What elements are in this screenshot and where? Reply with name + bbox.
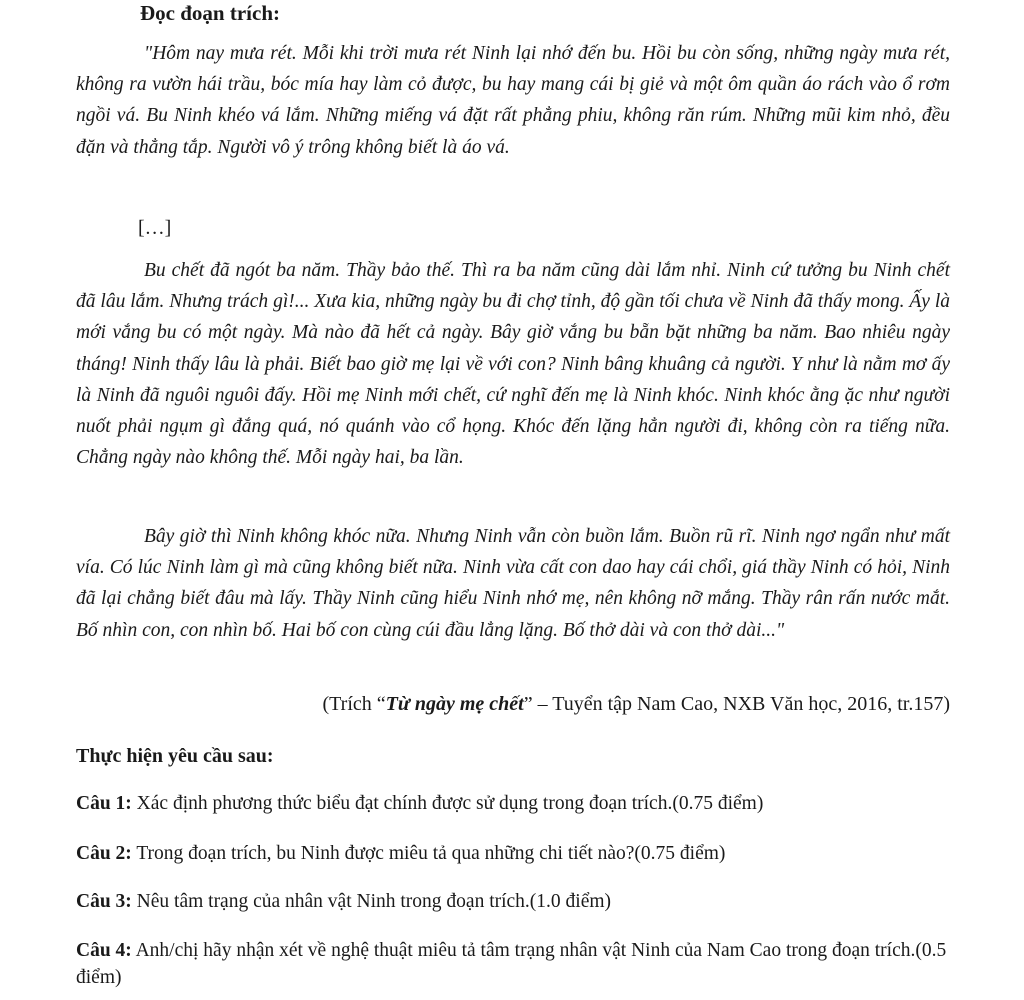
question-text: Trong đoạn trích, bu Ninh được miêu tả qua những chi tiết nào?(0.75 điểm) <box>131 843 726 864</box>
instructions-heading: Thực hiện yêu cầu sau: <box>76 745 274 767</box>
question-text: Nêu tâm trạng của nhân vật Ninh trong đoạn trích.(1.0 điểm) <box>131 891 612 912</box>
source-title: Từ ngày mẹ chết <box>385 693 524 715</box>
excerpt-paragraph-2: Bu chết đã ngót ba năm. Thầy bảo thế. Thì ra ba năm cũng dài lắm nhỉ. Ninh cứ tưởng bu Ninh chết đã lâu lắm. Nhưng trách gì!... Xưa kia, những ngày bu đi chợ tỉnh, độ gần tối chưa về Ninh đã thấy mong. Ấy là mới vắng bu có một ngày. Mà nào đã hết cả ngày. Bây giờ vắng bu bẵn bặt những ba năm. Bao nhiêu ngày tháng! Ninh thấy lâu là phải. Biết bao giờ mẹ lại về với con? Ninh bâng khuâng cả người. Y như là nằm mơ ấy là Ninh đã nguôi nguôi đấy. Hồi mẹ Ninh mới chết, cứ nghĩ đến mẹ là Ninh khóc. Ninh khóc ằng ặc như người nuốt phải ngụm gì đắng quá, nó quánh vào cổ họng. Khóc đến lặng hẳn người đi, không còn ra tiếng nữa. Chẳng ngày nào không thế. Mỗi ngày hai, ba lần. <box>76 260 950 469</box>
question-3 <box>76 888 952 915</box>
question-text: Anh/chị hãy nhận xét về nghệ thuật miêu tả tâm trạng nhân vật Ninh của Nam Cao trong đoạn trích.(0.5 điểm) <box>76 940 947 988</box>
excerpt-omission-mark: […] <box>138 217 172 239</box>
question-1 <box>76 790 952 817</box>
question-label: Câu 4: <box>76 940 132 961</box>
source-suffix: ” – Tuyển tập Nam Cao, NXB Văn học, 2016, tr.157) <box>523 693 950 715</box>
question-label: Câu 2: <box>76 843 132 864</box>
question-label: Câu 3: <box>76 891 132 912</box>
source-citation <box>322 690 950 718</box>
excerpt-paragraph-3: Bây giờ thì Ninh không khóc nữa. Nhưng Ninh vẫn còn buồn lắm. Buồn rũ rĩ. Ninh ngơ ngẩn như mất vía. Có lúc Ninh làm gì mà cũng không biết nữa. Ninh vừa cất con dao hay cái chổi, giá thầy Ninh có hỏi, Ninh đã lại chẳng biết đâu mà lấy. Thầy Ninh cũng hiểu Ninh nhớ mẹ, nên không nỡ mắng. Thầy rân rấn nước mắt. Bố nhìn con, con nhìn bố. Hai bố con cùng cúi đầu lẳng lặng. Bố thở dài và con thở dài..." <box>76 526 950 641</box>
source-prefix: (Trích “ <box>322 693 386 715</box>
section-heading: Đọc đoạn trích: <box>140 1 280 25</box>
question-2 <box>76 840 952 867</box>
question-label: Câu 1: <box>76 793 132 814</box>
excerpt-paragraph-1: "Hôm nay mưa rét. Mỗi khi trời mưa rét Ninh lại nhớ đến bu. Hồi bu còn sống, những ngày mưa rét, không ra vườn hái trầu, bóc mía hay làm cỏ được, bu hay mang cái bị giẻ và một ôm quần áo rách vào ổ rơm ngồi vá. Bu Ninh khéo vá lắm. Những miếng vá đặt rất phẳng phiu, không răn rúm. Những mũi kim nhỏ, đều đặn và thẳng tắp. Người vô ý trông không biết là áo vá. <box>76 43 950 158</box>
question-4 <box>76 937 952 991</box>
question-text: Xác định phương thức biểu đạt chính được sử dụng trong đoạn trích.(0.75 điểm) <box>131 793 764 814</box>
